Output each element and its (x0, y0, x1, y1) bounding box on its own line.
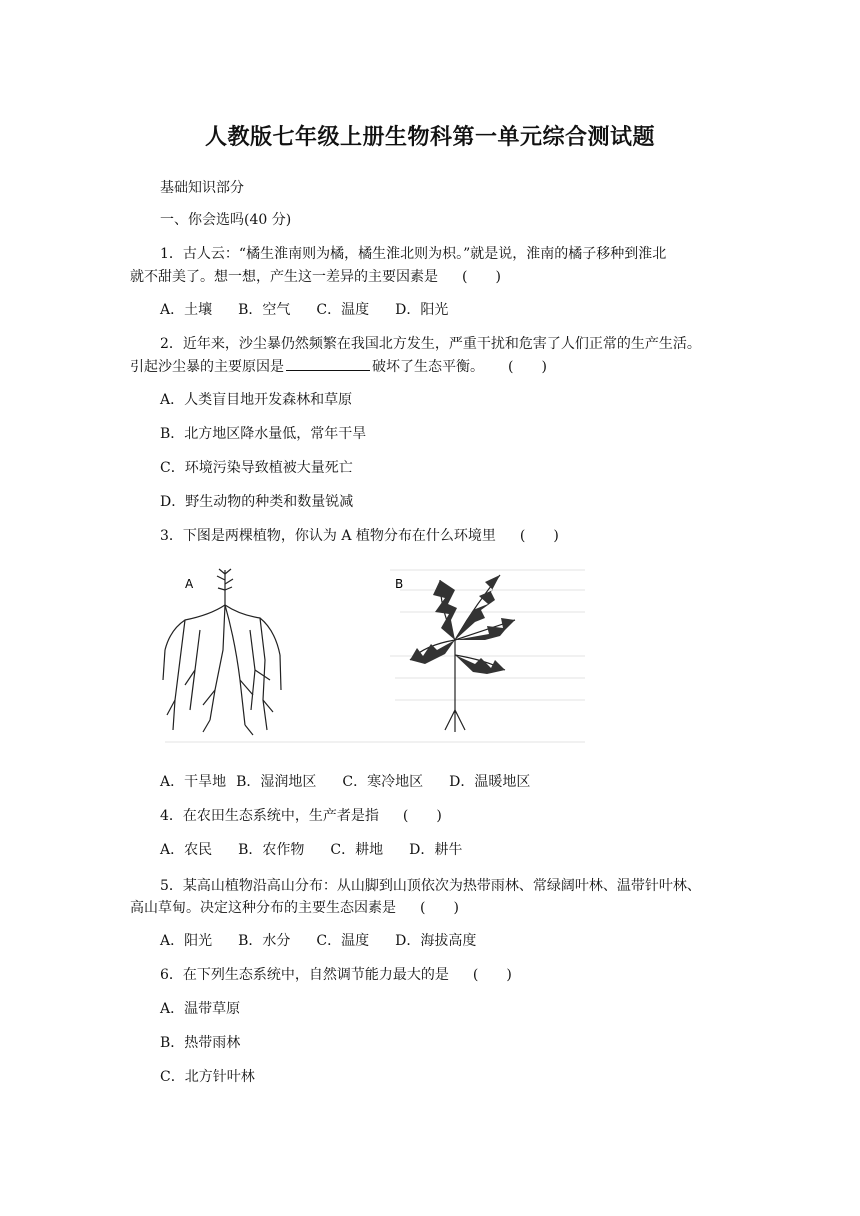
question-6-option-a: A．温带草原 (160, 1001, 241, 1017)
question-1-text: 就不甜美了。想一想，产生这一差异的主要因素是 (130, 269, 438, 285)
figure-label-b: B (395, 577, 404, 591)
plant-figure (155, 560, 590, 750)
question-5-line-1: 5．某高山植物沿高山分布：从山脚到山顶依次为热带雨林、常绿阔叶林、温带针叶林、 (160, 878, 701, 894)
option-a: A．干旱地 (160, 774, 227, 790)
answer-paren: ( ) (402, 808, 442, 824)
option-b: B．湿润地区 (236, 774, 317, 790)
option-c: C．寒冷地区 (342, 774, 424, 790)
answer-paren: ( ) (420, 900, 459, 916)
question-3-line-1 (160, 526, 559, 546)
question-1-options (160, 300, 474, 320)
question-2-option-b: B．北方地区降水量低，常年干旱 (160, 426, 367, 442)
answer-paren: ( ) (462, 269, 501, 285)
fill-blank (286, 356, 370, 371)
question-1-line-2 (130, 267, 501, 287)
question-4-line-1 (160, 806, 442, 826)
option-a: A．阳光 (160, 933, 213, 949)
question-2-text-pre: 引起沙尘暴的主要原因是 (130, 359, 284, 375)
section-heading: 基础知识部分 (160, 180, 244, 196)
answer-paren: ( ) (508, 359, 547, 375)
plant-a-icon (163, 569, 281, 735)
option-d: D．阳光 (395, 302, 449, 318)
question-5-options (160, 931, 502, 951)
option-d: D．海拔高度 (395, 933, 477, 949)
option-c: C．温度 (316, 302, 370, 318)
question-4-options (160, 840, 488, 860)
answer-paren: ( ) (472, 967, 512, 983)
question-1-line-1: 1．古人云：“橘生淮南则为橘，橘生淮北则为枳。”就是说，淮南的橘子移种到淮北 (160, 246, 667, 262)
option-b: B．空气 (238, 302, 291, 318)
question-2-option-c: C．环境污染导致植被大量死亡 (160, 460, 353, 476)
question-6-text: 6．在下列生态系统中，自然调节能力最大的是 (160, 967, 449, 983)
part-heading: 一、你会选吗(40 分) (160, 212, 292, 228)
question-6-line-1 (160, 965, 512, 985)
option-d: D．耕牛 (409, 842, 463, 858)
answer-paren: ( ) (519, 528, 559, 544)
question-2-line-2 (130, 356, 547, 377)
question-2-text-post: 破坏了生态平衡。 (372, 359, 484, 375)
figure-label-a: A (185, 577, 194, 591)
option-a: A．土壤 (160, 302, 213, 318)
question-2-line-1: 2．近年来，沙尘暴仍然频繁在我国北方发生，严重干扰和危害了人们正常的生产生活。 (160, 336, 701, 352)
question-6-option-c: C．北方针叶林 (160, 1069, 255, 1085)
question-6-option-b: B．热带雨林 (160, 1035, 241, 1051)
option-c: C．耕地 (330, 842, 384, 858)
question-3-options (160, 772, 556, 792)
document-title: 人教版七年级上册生物科第一单元综合测试题 (204, 125, 655, 150)
question-5-line-2 (130, 898, 459, 918)
question-2-option-d: D．野生动物的种类和数量锐减 (160, 494, 354, 510)
option-d: D．温暖地区 (449, 774, 531, 790)
option-b: B．水分 (238, 933, 291, 949)
option-b: B．农作物 (238, 842, 305, 858)
option-c: C．温度 (316, 933, 370, 949)
question-4-text: 4．在农田生态系统中，生产者是指 (160, 808, 379, 824)
question-2-option-a: A．人类盲目地开发森林和草原 (160, 392, 353, 408)
question-5-text: 高山草甸。决定这种分布的主要生态因素是 (130, 900, 396, 916)
option-a: A．农民 (160, 842, 213, 858)
question-3-text: 3．下图是两棵植物，你认为 A 植物分布在什么环境里 (160, 528, 496, 544)
